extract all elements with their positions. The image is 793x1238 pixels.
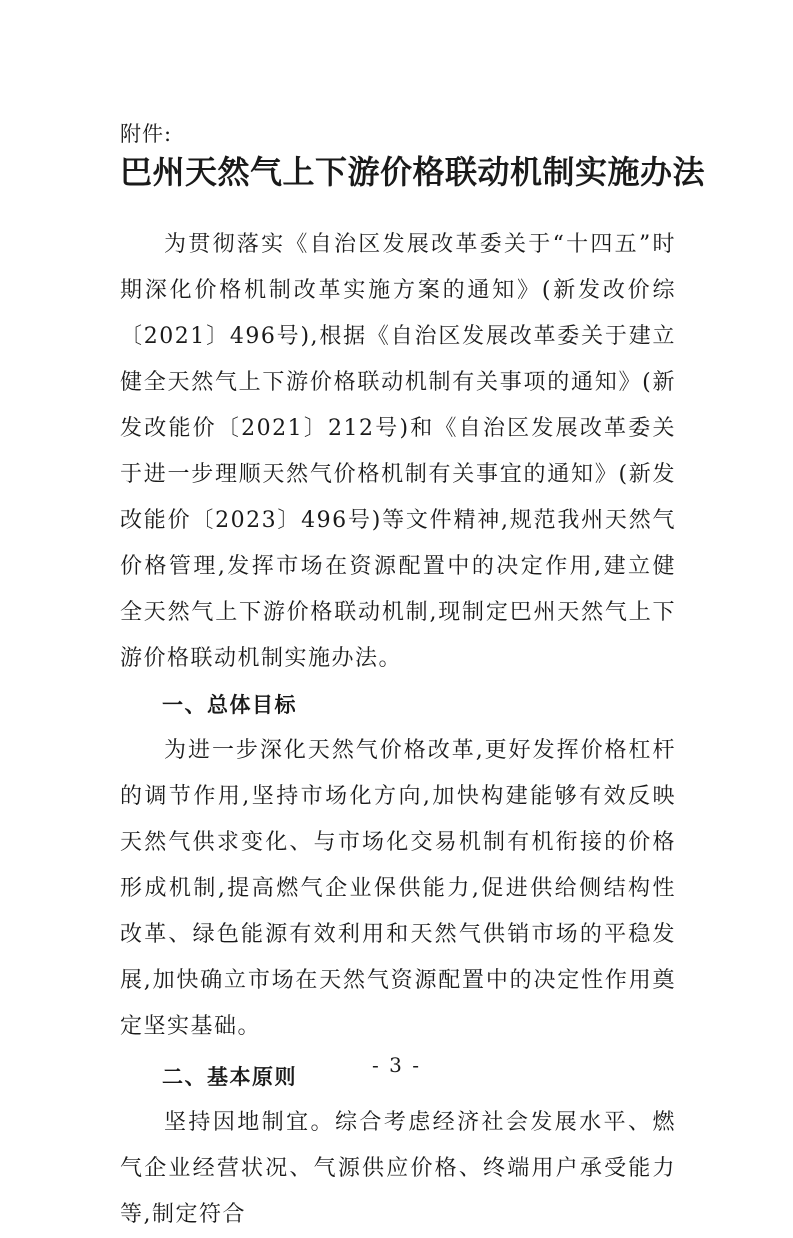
overall-goal-paragraph: 为进一步深化天然气价格改革,更好发挥价格杠杆的调节作用,坚持市场化方向,加快构建能够有效反映天然气供求变化、与市场化交易机制有机衔接的价格形成机制,提高燃气企业保供能力,促进供给侧结构性改革、绿色能源有效利用和天然气供销市场的平稳发展,加快确立市场在天然气资源配置中的决定性作用奠定坚实基础。 <box>120 738 676 1039</box>
document-body <box>120 222 676 1238</box>
section-heading-overall-goal: 一、总体目标 <box>162 693 297 717</box>
document-title: 巴州天然气上下游价格联动机制实施办法 <box>120 153 706 191</box>
attachment-label: 附件: <box>120 122 173 146</box>
section-heading-basic-principles: 二、基本原则 <box>162 1065 297 1089</box>
intro-paragraph: 为贯彻落实《自治区发展改革委关于“十四五”时期深化价格机制改革实施方案的通知》(新发改价综〔2021〕496号),根据《自治区发展改革委关于建立健全天然气上下游价格联动机制有关事项的通知》(新发改能价〔2021〕212号)和《自治区发展改革委关于进一步理顺天然气价格机制有关事宜的通知》(新发改能价〔2023〕496号)等文件精神,规范我州天然气价格管理,发挥市场在资源配置中的决定作用,建立健全天然气上下游价格联动机制,现制定巴州天然气上下游价格联动机制实施办法。 <box>120 232 676 671</box>
page-number: - 3 - <box>372 1053 421 1077</box>
principle-paragraph: 坚持因地制宜。综合考虑经济社会发展水平、燃气企业经营状况、气源供应价格、终端用户承受能力等,制定符合 <box>120 1110 676 1227</box>
